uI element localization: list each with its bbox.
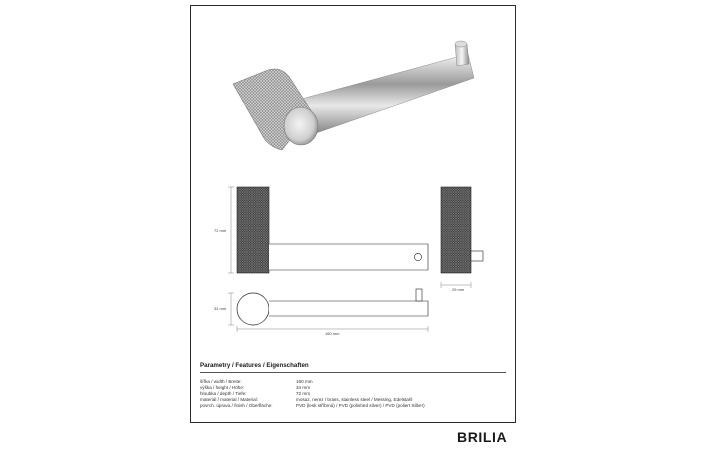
- side-view: [441, 187, 483, 288]
- front-view: [228, 187, 428, 273]
- height-dimension-label: 72 mm: [214, 228, 227, 233]
- width-dimension-label: 160 mm: [325, 331, 340, 336]
- param-label: výška / height / Höhe:: [200, 384, 245, 390]
- depth-dimension-label: 34 mm: [214, 306, 227, 311]
- param-label: povrch. úprava / finish / Oberfläche:: [200, 402, 273, 408]
- param-value: 34 mm: [296, 384, 311, 390]
- parameters-divider: [200, 372, 506, 373]
- param-label: hloubka / depth / Tiefe:: [200, 390, 247, 396]
- product-render: [233, 41, 474, 150]
- param-label: materiál / material / Material:: [200, 396, 258, 402]
- parameters-table: [200, 379, 506, 408]
- top-view: [228, 289, 428, 332]
- param-value: mosaz, nerez / brass, stainless steel / Messing, Edelstahl: [296, 396, 413, 402]
- param-value: 160 mm: [296, 379, 313, 384]
- parameters-title: Parametry / Features / Eigenschaften: [200, 362, 309, 369]
- param-value: 72 mm: [296, 390, 311, 396]
- param-label: šířka / width / Breite:: [200, 379, 242, 384]
- param-value: PVD (lesk stříbrná) / PVD (polished silver) / PVD (poliert Silber): [296, 402, 425, 408]
- param-row-finish: [200, 403, 506, 409]
- brand-logo: BRILIA: [457, 429, 508, 445]
- side-width-dimension-label: 25 mm: [452, 287, 465, 292]
